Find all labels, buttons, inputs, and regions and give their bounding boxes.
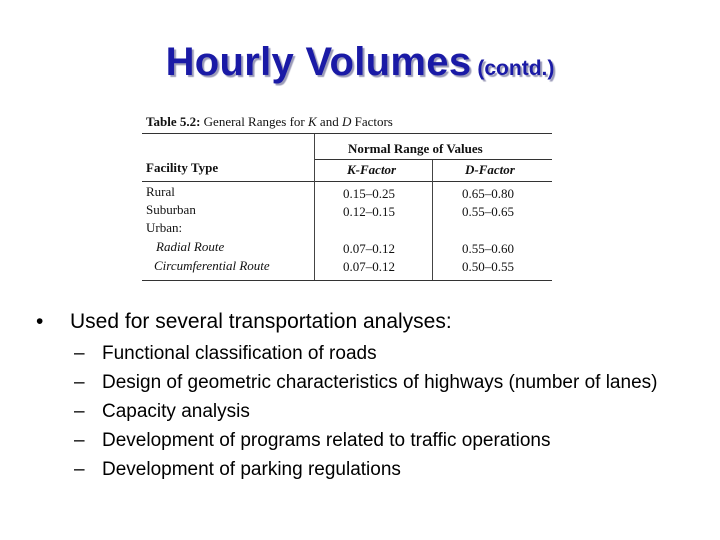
- group-header: Normal Range of Values: [348, 141, 483, 156]
- row-suburban-facility: Suburban: [146, 202, 196, 217]
- sub-bullet: [36, 458, 662, 482]
- row-suburban-k: 0.12–0.15: [343, 204, 395, 219]
- dash-marker: –: [74, 401, 85, 422]
- caption-number: Table 5.2:: [146, 114, 201, 129]
- col-d-header: D-Factor: [465, 162, 515, 177]
- dash-marker: –: [74, 459, 85, 480]
- header-rule: [142, 181, 552, 182]
- sub-bullet-text: Functional classification of roads: [102, 343, 377, 364]
- sub-bullet-text: Capacity analysis: [102, 401, 250, 422]
- row-radial-d: 0.55–0.60: [462, 241, 514, 256]
- row-urban-facility: Urban:: [146, 220, 183, 235]
- factor-ranges-table: [142, 106, 554, 286]
- sub-bullet-text: Development of programs related to traffic operations: [102, 430, 551, 451]
- row-rural-k: 0.15–0.25: [343, 186, 395, 201]
- col-k-header: K-Factor: [347, 162, 397, 177]
- table-caption: [146, 114, 393, 130]
- column-separator-1: [314, 134, 315, 280]
- row-radial-k: 0.07–0.12: [343, 241, 395, 256]
- row-circumferential-k: 0.07–0.12: [343, 259, 395, 274]
- row-rural-d: 0.65–0.80: [462, 186, 514, 201]
- caption-pre: General Ranges for: [203, 114, 305, 129]
- bullet-main: [36, 308, 696, 336]
- title-main: Hourly Volumes: [165, 40, 472, 84]
- dash-marker: –: [74, 372, 85, 393]
- caption-and: and: [319, 114, 339, 129]
- row-suburban-d: 0.55–0.65: [462, 204, 514, 219]
- bullet-marker: •: [36, 310, 44, 333]
- table-bottom-rule: [142, 280, 552, 281]
- sub-bullet: [36, 429, 662, 453]
- col-facility-header: Facility Type: [146, 160, 219, 175]
- sub-bullet: [36, 371, 662, 395]
- row-radial-facility: Radial Route: [156, 239, 225, 254]
- sub-bullet: [36, 342, 662, 366]
- bullet-main-text: Used for several transportation analyses:: [70, 310, 452, 333]
- sub-bullet-text: Development of parking regulations: [102, 459, 401, 480]
- caption-k: K: [308, 114, 317, 129]
- sub-bullet-text: Design of geometric characteristics of highways (number of lanes): [102, 372, 658, 393]
- title-sub: (contd.): [477, 57, 555, 80]
- dash-marker: –: [74, 343, 85, 364]
- group-header-rule: [314, 159, 552, 160]
- column-separator-2: [432, 160, 433, 280]
- caption-d: D: [341, 114, 352, 129]
- row-circumferential-facility: Circumferential Route: [154, 258, 270, 273]
- slide-title: [0, 40, 720, 85]
- sub-bullet: [36, 400, 662, 424]
- row-rural-facility: Rural: [146, 184, 175, 199]
- caption-post: Factors: [354, 114, 393, 129]
- table-top-rule: [142, 133, 552, 134]
- bullet-list: [36, 308, 696, 487]
- row-circumferential-d: 0.50–0.55: [462, 259, 514, 274]
- dash-marker: –: [74, 430, 85, 451]
